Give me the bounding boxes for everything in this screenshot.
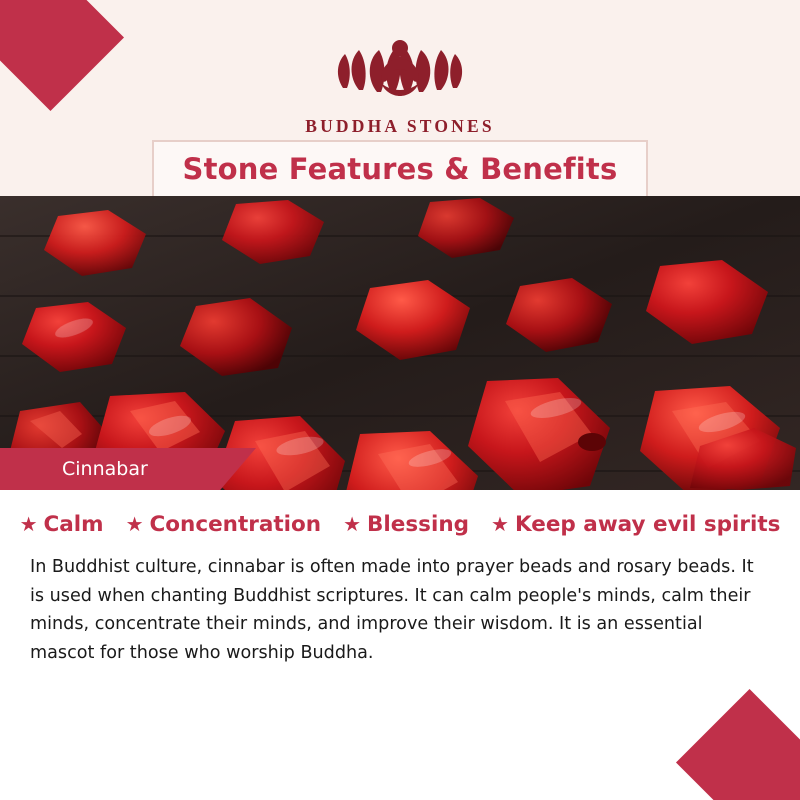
brand-logo <box>305 26 495 137</box>
benefit-item <box>343 512 469 537</box>
benefit-item <box>491 512 780 537</box>
lotus-meditation-icon <box>325 26 475 108</box>
cinnabar-stones-photo <box>0 196 800 490</box>
benefit-label: Calm <box>43 512 104 537</box>
benefits-list <box>19 512 781 537</box>
benefit-label: Blessing <box>367 512 470 537</box>
body-block <box>0 490 800 667</box>
caption-label: Cinnabar <box>62 458 148 480</box>
brand-name: BUDDHA STONES <box>305 116 495 136</box>
star-icon: ★ <box>343 512 362 536</box>
star-icon: ★ <box>19 512 38 536</box>
title-band <box>152 140 648 196</box>
benefit-item <box>20 512 104 537</box>
photo-caption-tag <box>0 448 256 490</box>
benefit-item <box>126 512 322 537</box>
star-icon: ★ <box>491 512 509 536</box>
page-title: Stone Features & Benefits <box>182 152 618 186</box>
star-icon: ★ <box>125 512 144 536</box>
benefit-label: Concentration <box>149 512 322 537</box>
description-text: In Buddhist culture, cinnabar is often made into prayer beads and rosary beads. It is used when chanting Buddhist scriptures. It can calm people's minds, calm their minds, concentrate their minds, and improve their wisdom. It is an essential mascot for those who worship Buddha. <box>30 557 754 663</box>
benefit-label: Keep away evil spirits <box>514 512 781 537</box>
